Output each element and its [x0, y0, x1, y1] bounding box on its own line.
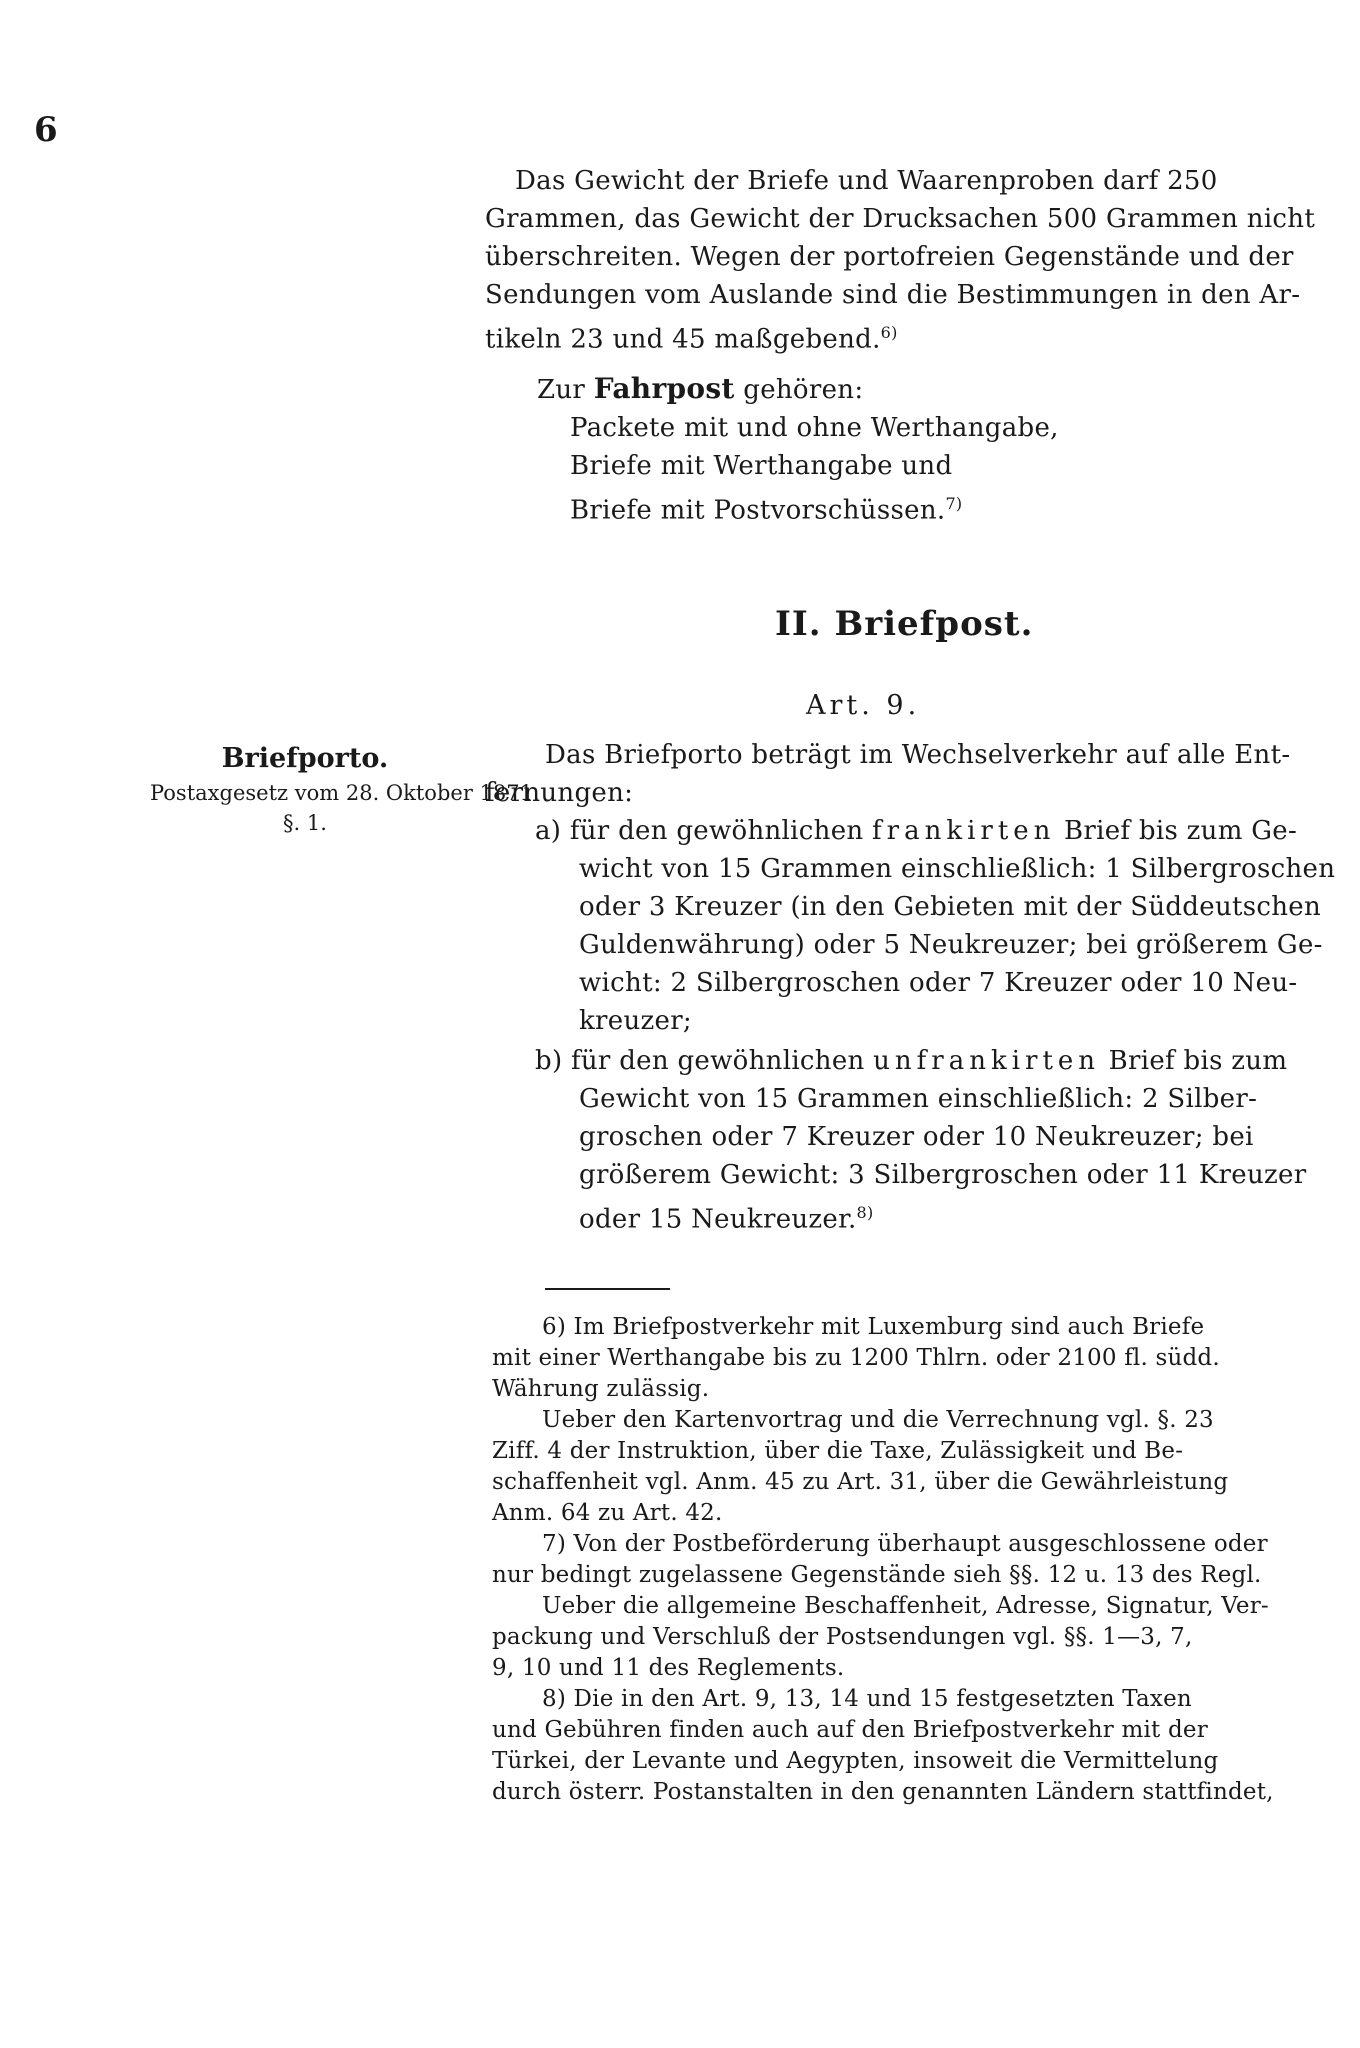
footnote-line: Türkei, der Levante und Aegypten, insoweit die Vermittelung — [492, 1748, 1219, 1774]
footnote-line: Ziff. 4 der Instruktion, über die Taxe, Zulässigkeit und Be- — [492, 1438, 1184, 1464]
item-rest: Brief bis zum — [1108, 1046, 1288, 1076]
footnote-line: 8) Die in den Art. 9, 13, 14 und 15 festgesetzten Taxen — [542, 1686, 1192, 1712]
fahrpost-item-text: Briefe mit Postvorschüssen. — [570, 495, 946, 526]
item-b-line — [579, 1194, 1275, 1239]
item-b-first-line — [535, 1042, 1288, 1080]
fahrpost-item: Briefe mit Werthangabe und — [570, 451, 953, 481]
footnote-line: Ueber den Kartenvortrag und die Verrechnung vgl. §. 23 — [542, 1407, 1214, 1433]
intro-line: Sendungen vom Auslande sind die Bestimmungen in den Ar- — [485, 280, 1301, 310]
footnote-line: Ueber die allgemeine Beschaffenheit, Adresse, Signatur, Ver- — [542, 1593, 1269, 1619]
article-label: Art. 9. — [806, 690, 921, 721]
page-number: 6 — [34, 110, 58, 150]
item-lead: für den gewöhnlichen — [569, 816, 864, 846]
item-rest: Brief bis zum Ge- — [1063, 816, 1298, 846]
section-heading: II. Briefpost. — [775, 604, 1034, 644]
footnote-line: und Gebühren finden auch auf den Briefpostverkehr mit der — [492, 1717, 1208, 1743]
intro-line-text: Das Gewicht der Briefe und Waarenproben darf 250 — [515, 166, 1218, 196]
intro-paragraph — [485, 162, 1316, 359]
footnote-line: schaffenheit vgl. Anm. 45 zu Art. 31, über die Gewährleistung — [492, 1469, 1229, 1495]
footnote-line: Währung zulässig. — [492, 1376, 710, 1402]
fahrpost-block — [537, 370, 1277, 530]
footnote-line: packung und Verschluß der Postsendungen vgl. §§. 1—3, 7, — [492, 1624, 1193, 1650]
marginal-title: Briefporto. — [221, 743, 389, 774]
footnote-line: nur bedingt zugelassene Gegenstände sieh §§. 12 u. 13 des Regl. — [492, 1562, 1262, 1588]
intro-line — [515, 162, 1275, 200]
item-a-line: wicht von 15 Grammen einschließlich: 1 Silbergroschen — [579, 854, 1336, 884]
item-a-line: kreuzer; — [579, 1006, 692, 1036]
article-body — [485, 736, 1291, 812]
intro-line — [485, 314, 1275, 359]
item-b-line: größerem Gewicht: 3 Silbergroschen oder 11 Kreuzer — [579, 1160, 1307, 1190]
fahrpost-suffix: gehören: — [743, 375, 864, 405]
item-a — [535, 812, 1336, 1040]
footnotes — [492, 1312, 1282, 1808]
item-lead: für den gewöhnlichen — [570, 1046, 865, 1076]
marginal-line: §. 1. — [283, 811, 327, 835]
marginal-note — [150, 740, 540, 838]
footnote-line: durch österr. Postanstalten in den genannten Ländern stattfindet, — [492, 1779, 1274, 1805]
marginal-line: Postaxgesetz vom 28. Oktober 1871. — [150, 781, 540, 805]
footnote-ref: 7) — [945, 494, 963, 513]
fahrpost-item — [570, 485, 1277, 530]
fahrpost-item: Packete mit und ohne Werthangabe, — [570, 413, 1059, 443]
footnote-ref: 8) — [856, 1203, 874, 1222]
item-a-first-line — [535, 812, 1298, 850]
item-a-line: oder 3 Kreuzer (in den Gebieten mit der Süddeutschen — [579, 892, 1322, 922]
footnote-divider — [545, 1288, 670, 1290]
footnote-ref: 6) — [880, 323, 898, 342]
item-b — [535, 1042, 1307, 1239]
fahrpost-intro — [537, 370, 1277, 409]
footnote-line: 9, 10 und 11 des Reglements. — [492, 1655, 845, 1681]
item-label: b) — [535, 1046, 563, 1076]
article-intro-line: Das Briefporto beträgt im Wechselverkehr auf alle Ent- — [545, 740, 1291, 770]
footnote-line: 6) Im Briefpostverkehr mit Luxemburg sind auch Briefe — [542, 1314, 1205, 1340]
item-b-line: Gewicht von 15 Grammen einschließlich: 2 Silber- — [579, 1084, 1258, 1114]
footnote-line: mit einer Werthangabe bis zu 1200 Thlrn. oder 2100 fl. südd. — [492, 1345, 1220, 1371]
intro-line: überschreiten. Wegen der portofreien Gegenstände und der — [485, 242, 1294, 272]
item-a-line: wicht: 2 Silbergroschen oder 7 Kreuzer oder 10 Neu- — [579, 968, 1298, 998]
fahrpost-term: Fahrpost — [593, 372, 735, 405]
footnote-line: Anm. 64 zu Art. 42. — [492, 1500, 723, 1526]
item-term: frankirten — [872, 816, 1056, 846]
item-b-line-text: oder 15 Neukreuzer. — [579, 1204, 857, 1235]
intro-line-text: tikeln 23 und 45 maßgebend. — [485, 324, 881, 355]
item-a-line: Guldenwährung) oder 5 Neukreuzer; bei größerem Ge- — [579, 930, 1323, 960]
intro-line: Grammen, das Gewicht der Drucksachen 500 Grammen nicht — [485, 204, 1316, 234]
item-term: unfrankirten — [873, 1046, 1101, 1076]
footnote-line: 7) Von der Postbeförderung überhaupt ausgeschlossene oder — [542, 1531, 1268, 1557]
article-intro-line: fernungen: — [485, 778, 634, 808]
item-b-line: groschen oder 7 Kreuzer oder 10 Neukreuzer; bei — [579, 1122, 1254, 1152]
fahrpost-prefix: Zur — [537, 375, 586, 405]
item-label: a) — [535, 816, 562, 846]
